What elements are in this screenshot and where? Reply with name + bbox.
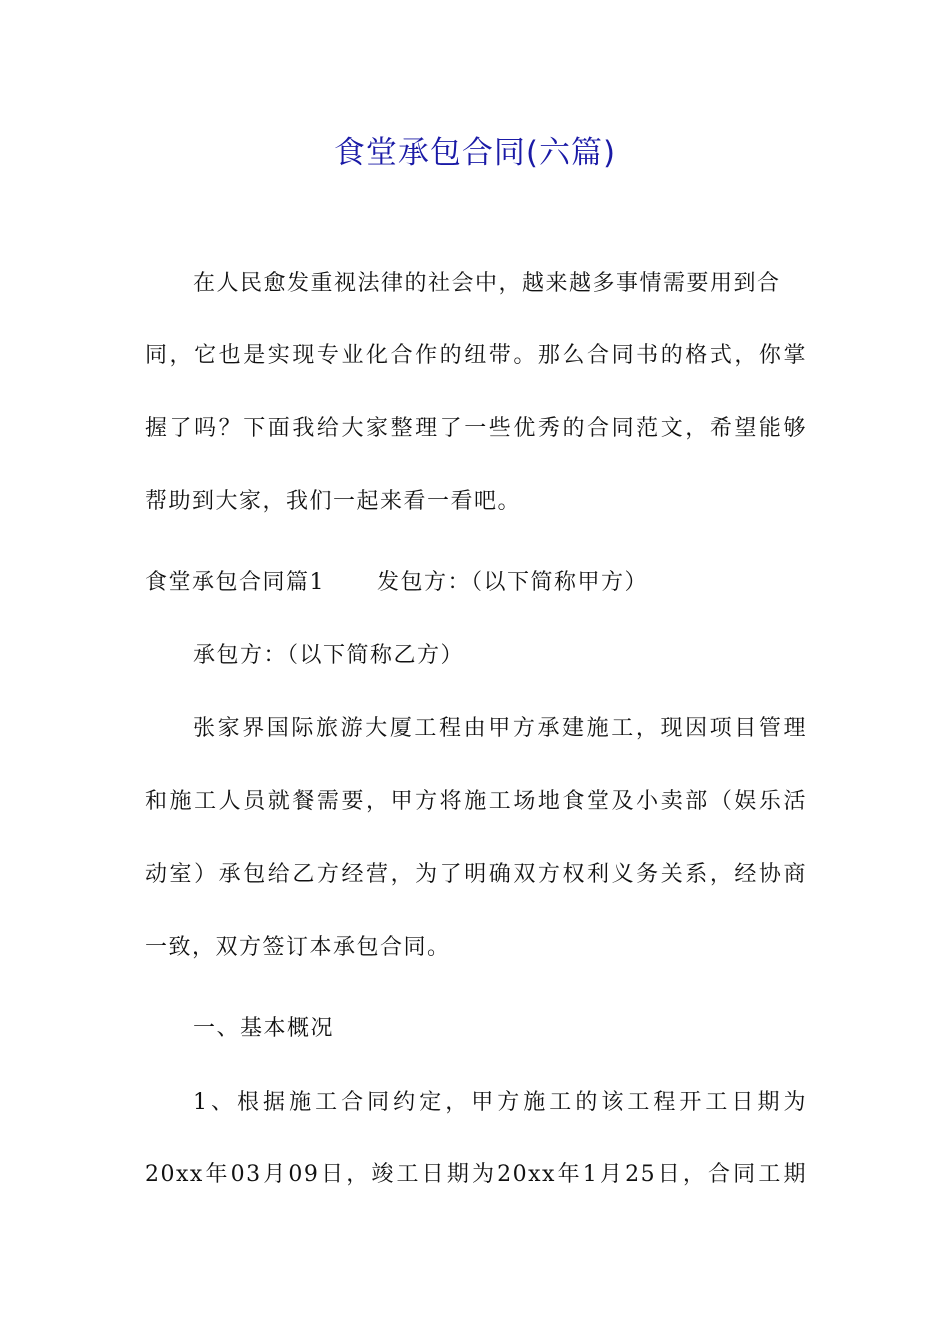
intro-line-4: 帮助到大家，我们一起来看一看吧。 (145, 489, 522, 514)
section-heading-row (145, 565, 807, 601)
para1-line-2: 和施工人员就餐需要，甲方将施工场地食堂及小卖部（娱乐活 (145, 789, 807, 814)
para1-line-1: 张家界国际旅游大厦工程由甲方承建施工，现因项目管理 (193, 716, 807, 741)
document-title: 食堂承包合同(六篇) (333, 135, 617, 171)
para2-line-2: 20xx年03月09日，竣工日期为20xx年1月25日，合同工期 (145, 1162, 807, 1187)
para1-line-3: 动室）承包给乙方经营，为了明确双方权利义务关系，经协商 (145, 862, 807, 887)
para2-line-1: 1、根据施工合同约定，甲方施工的该工程开工日期为 (193, 1090, 807, 1115)
party-a-label: 发包方：（以下简称甲方） (377, 570, 649, 595)
para1-line-4: 一致，双方签订本承包合同。 (145, 935, 451, 960)
section-heading: 食堂承包合同篇1 (145, 570, 325, 595)
intro-line-1: 在人民愈发重视法律的社会中，越来越多事情需要用到合 (193, 271, 781, 296)
intro-line-3: 握了吗？下面我给大家整理了一些优秀的合同范文，希望能够 (145, 416, 807, 441)
intro-line-2: 同，它也是实现专业化合作的纽带。那么合同书的格式，你掌 (145, 343, 807, 368)
party-b-label: 承包方：（以下简称乙方） (193, 643, 465, 668)
subheading-basic-overview: 一、基本概况 (193, 1016, 335, 1041)
